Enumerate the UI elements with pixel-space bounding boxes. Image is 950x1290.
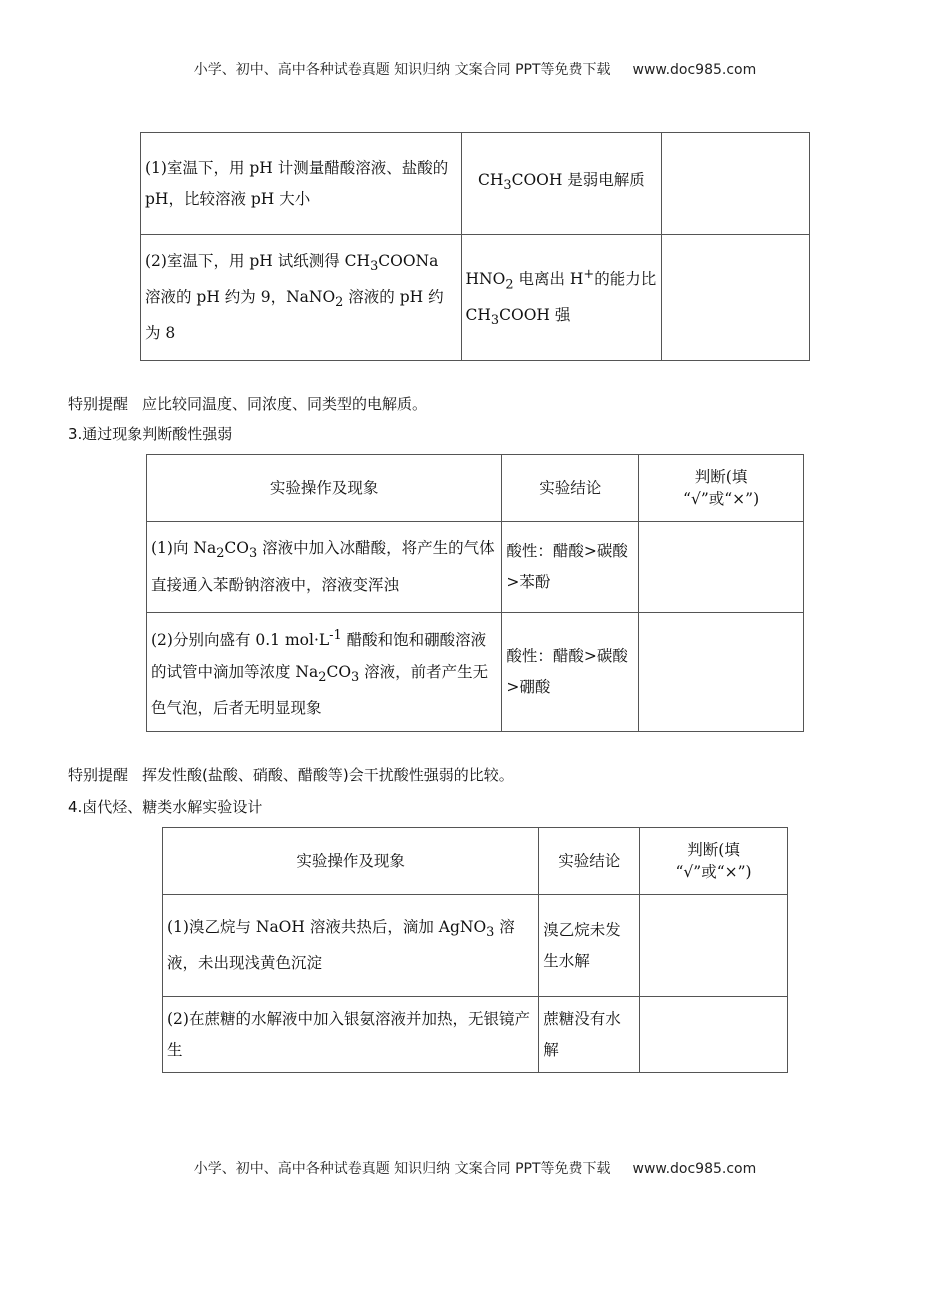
- section-title-4: 4.卤代烃、糖类水解实验设计: [68, 798, 263, 816]
- footer-url[interactable]: www.doc985.com: [632, 1161, 757, 1177]
- table-row: [163, 895, 788, 997]
- header-text: 小学、初中、高中各种试卷真题 知识归纳 文案合同 PPT等免费下载: [193, 62, 611, 78]
- header-judge-line2: “√”或“×”): [683, 490, 760, 508]
- operation-cell: (1)溴乙烷与 NaOH 溶液共热后，滴加 AgNO$_3$ 溶液，未出现浅黄色沉淀: [163, 895, 539, 997]
- header-judge: [640, 828, 788, 895]
- operation-cell: (2)分别向盛有 0.1 $mol\cdot L^{-1}$ 醋酸和饱和硼酸溶液的试管中滴加等浓度 $Na_2CO_3$ 溶液，前者产生无色气泡，后者无明显现象: [147, 613, 502, 732]
- special-note-2: [68, 764, 514, 785]
- table-header-row: [163, 828, 788, 895]
- judge-cell[interactable]: [662, 235, 810, 361]
- page-footer: [0, 1158, 950, 1178]
- header-conclusion: 实验结论: [539, 828, 640, 895]
- special-note-1: [68, 393, 427, 414]
- conclusion-cell: 酸性：醋酸>碳酸>硼酸: [502, 613, 639, 732]
- table-row: [147, 522, 804, 613]
- table-header-row: [147, 455, 804, 522]
- header-url[interactable]: www.doc985.com: [632, 62, 757, 78]
- operation-cell: (2)在蔗糖的水解液中加入银氨溶液并加热，无银镜产生: [163, 997, 539, 1073]
- conclusion-cell: 蔗糖没有水解: [539, 997, 640, 1073]
- header-operation: 实验操作及现象: [163, 828, 539, 895]
- operation-cell: (1)室温下，用 pH 计测量醋酸溶液、盐酸的 pH，比较溶液 pH 大小: [141, 133, 462, 235]
- header-operation: 实验操作及现象: [147, 455, 502, 522]
- judge-cell[interactable]: [640, 895, 788, 997]
- judge-cell[interactable]: [662, 133, 810, 235]
- table-row: [141, 235, 810, 361]
- operation-cell: (2)室温下，用 pH 试纸测得 $CH_3COONa$ 溶液的 pH 约为 9，NaNO$_2$ 溶液的 pH 约为 8: [141, 235, 462, 361]
- page-header: [0, 59, 950, 79]
- table-hydrolysis: [162, 827, 788, 1073]
- header-judge-line1: 判断(填: [694, 468, 748, 486]
- judge-cell[interactable]: [639, 522, 804, 613]
- operation-cell: (1)向 $Na_2CO_3$ 溶液中加入冰醋酸，将产生的气体直接通入苯酚钠溶液中，溶液变浑浊: [147, 522, 502, 613]
- table-ph-comparison: [140, 132, 810, 361]
- note-text: 挥发性酸(盐酸、硝酸、醋酸等)会干扰酸性强弱的比较。: [142, 766, 514, 784]
- footer-text: 小学、初中、高中各种试卷真题 知识归纳 文案合同 PPT等免费下载: [193, 1161, 611, 1177]
- note-label: 特别提醒: [68, 395, 129, 413]
- conclusion-cell: $HNO_2$ 电离出 H+的能力比 $CH_3COOH$ 强: [461, 235, 662, 361]
- header-judge-line1: 判断(填: [687, 841, 740, 859]
- conclusion-cell: 酸性：醋酸>碳酸>苯酚: [502, 522, 639, 613]
- table-row: [147, 613, 804, 732]
- judge-cell[interactable]: [640, 997, 788, 1073]
- header-conclusion: 实验结论: [502, 455, 639, 522]
- note-text: 应比较同温度、同浓度、同类型的电解质。: [142, 395, 428, 413]
- conclusion-cell: $CH_3COOH$ 是弱电解质: [461, 133, 662, 235]
- table-row: [141, 133, 810, 235]
- note-label: 特别提醒: [68, 766, 129, 784]
- judge-cell[interactable]: [639, 613, 804, 732]
- section-title-3: 3.通过现象判断酸性强弱: [68, 425, 233, 443]
- conclusion-cell: 溴乙烷未发生水解: [539, 895, 640, 997]
- header-judge-line2: “√”或“×”): [675, 863, 752, 881]
- header-judge: [639, 455, 804, 522]
- table-acid-strength: [146, 454, 804, 732]
- table-row: [163, 997, 788, 1073]
